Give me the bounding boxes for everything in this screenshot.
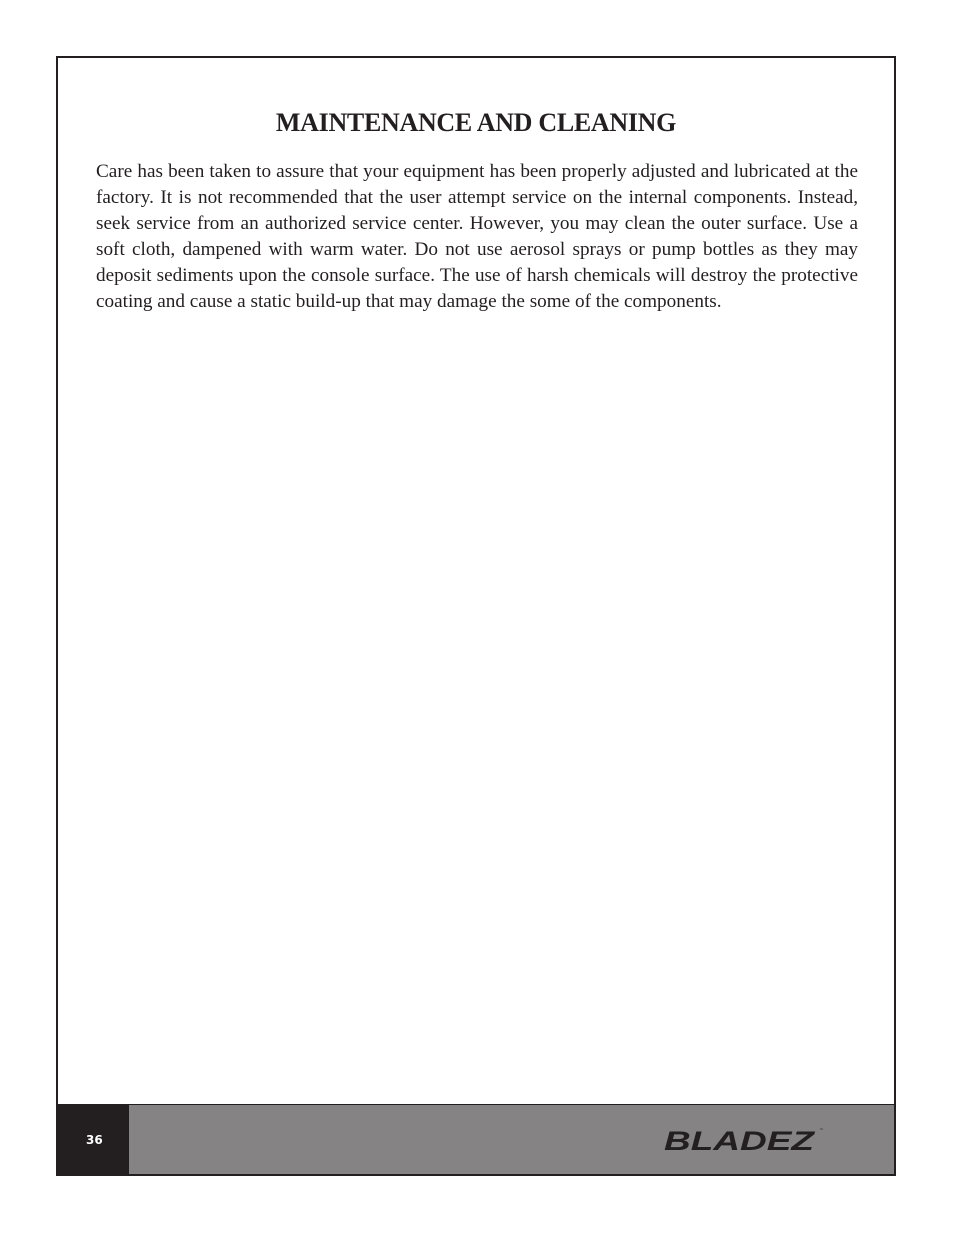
page-frame — [56, 56, 896, 1176]
bladez-logo — [662, 1125, 826, 1155]
footer-bar — [58, 1104, 894, 1174]
page-number-box — [58, 1105, 129, 1174]
trademark-mark: ™ — [819, 1128, 824, 1134]
page-title: MAINTENANCE AND CLEANING — [275, 108, 677, 137]
bladez-logo-text: BLADEZ — [664, 1126, 817, 1155]
page-number: 36 — [86, 1133, 103, 1147]
body-paragraph: Care has been taken to assure that your equipment has been properly adjusted and lubricated at the factory. It is not recommended that the user attempt service on the internal components. Instead, seek service from an authorized service center. However, you may clean the outer surface. Use a soft cloth, dampened with warm water. Do not use aerosol sprays or pump bottles as they may deposit sediments upon the console surface. The use of harsh chemicals will destroy the protective coating and cause a static build-up that may damage the some of the components. — [96, 161, 858, 312]
